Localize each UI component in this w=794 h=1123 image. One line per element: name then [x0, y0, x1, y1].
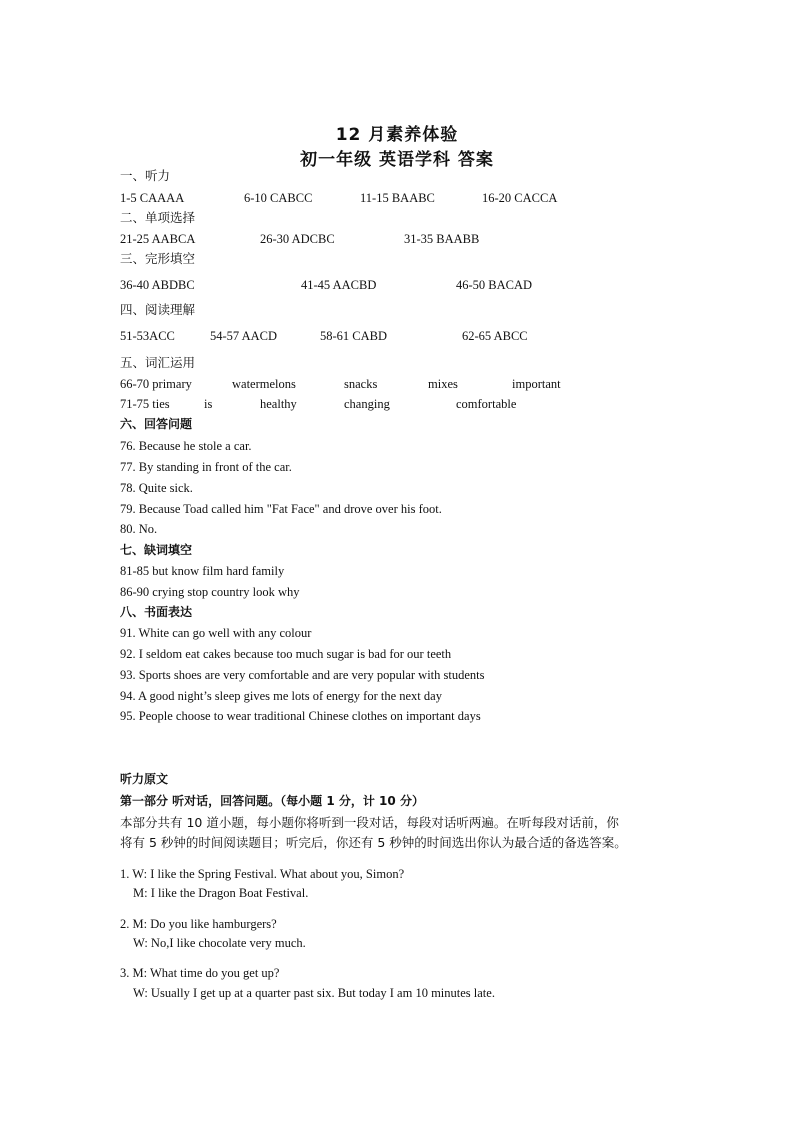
- vocab-word: watermelons: [232, 377, 296, 391]
- answer-group: 6-10 CABCC: [244, 191, 313, 205]
- transcript-instruction: 将有 5 秒钟的时间阅读题目；听完后，你还有 5 秒钟的时间选出你认为最合适的备选答案。: [120, 835, 627, 850]
- section-heading-reading: 四、阅读理解: [120, 302, 196, 317]
- answer-line: 92. I seldom eat cakes because too much sugar is bad for our teeth: [120, 647, 452, 661]
- answer-group: 31-35 BAABB: [404, 232, 480, 246]
- answer-line: 95. People choose to wear traditional Chinese clothes on important days: [120, 709, 481, 723]
- vocab-word: changing: [344, 397, 390, 411]
- answer-line: 93. Sports shoes are very comfortable and are very popular with students: [120, 668, 485, 682]
- vocab-word: 66-70 primary: [120, 377, 192, 391]
- vocab-word: healthy: [260, 397, 297, 411]
- transcript-heading: 听力原文: [120, 772, 169, 786]
- section-heading-vocab: 五、词汇运用: [120, 355, 196, 370]
- answer-line: 80. No.: [120, 522, 158, 536]
- section-heading-cloze: 三、完形填空: [120, 251, 196, 266]
- dialog-line: W: No,I like chocolate very much.: [133, 936, 306, 950]
- answer-group: 58-61 CABD: [320, 329, 388, 343]
- section-heading-single-choice: 二、单项选择: [120, 210, 196, 225]
- answer-group: 11-15 BAABC: [360, 191, 435, 205]
- document-subtitle: 初一年级 英语学科 答案: [300, 150, 494, 170]
- dialog-line: 2. M: Do you like hamburgers?: [120, 917, 277, 931]
- answer-line: 91. White can go well with any colour: [120, 626, 312, 640]
- dialog-line: W: Usually I get up at a quarter past six. But today I am 10 minutes late.: [133, 986, 495, 1000]
- answer-group: 51-53ACC: [120, 329, 175, 343]
- answer-group: 62-65 ABCC: [462, 329, 528, 343]
- answer-group: 36-40 ABDBC: [120, 278, 195, 292]
- answer-group: 54-57 AACD: [210, 329, 278, 343]
- answer-line: 76. Because he stole a car.: [120, 439, 252, 453]
- dialog-line: M: I like the Dragon Boat Festival.: [133, 886, 309, 900]
- document-title: 12 月素养体验: [335, 125, 459, 145]
- section-heading-listening: 一、听力: [120, 168, 171, 183]
- answer-line: 94. A good night’s sleep gives me lots of energy for the next day: [120, 689, 442, 703]
- answer-group: 21-25 AABCA: [120, 232, 196, 246]
- answer-group: 41-45 AACBD: [301, 278, 377, 292]
- transcript-part-heading: 第一部分 听对话，回答问题。（每小题 1 分，计 10 分）: [120, 794, 424, 808]
- section-heading-writing: 八、书面表达: [120, 605, 193, 619]
- dialog-line: 1. W: I like the Spring Festival. What about you, Simon?: [120, 867, 405, 881]
- answer-line: 81-85 but know film hard family: [120, 564, 285, 578]
- vocab-word: important: [512, 377, 561, 391]
- vocab-word: snacks: [344, 377, 378, 391]
- answer-line: 77. By standing in front of the car.: [120, 460, 292, 474]
- answer-group: 1-5 CAAAA: [120, 191, 185, 205]
- answer-group: 16-20 CACCA: [482, 191, 558, 205]
- answer-line: 86-90 crying stop country look why: [120, 585, 300, 599]
- section-heading-answer-questions: 六、回答问题: [120, 417, 193, 431]
- answer-line: 78. Quite sick.: [120, 481, 193, 495]
- vocab-word: is: [204, 397, 213, 411]
- vocab-word: mixes: [428, 377, 458, 391]
- transcript-instruction: 本部分共有 10 道小题，每小题你将听到一段对话，每段对话听两遍。在听每段对话前，你: [120, 815, 619, 830]
- answer-group: 26-30 ADCBC: [260, 232, 335, 246]
- dialog-line: 3. M: What time do you get up?: [120, 966, 280, 980]
- answer-line: 79. Because Toad called him "Fat Face" and drove over his foot.: [120, 502, 442, 516]
- section-heading-fill-blank: 七、缺词填空: [120, 543, 193, 557]
- answer-group: 46-50 BACAD: [456, 278, 533, 292]
- vocab-word: comfortable: [456, 397, 517, 411]
- vocab-word: 71-75 ties: [120, 397, 170, 411]
